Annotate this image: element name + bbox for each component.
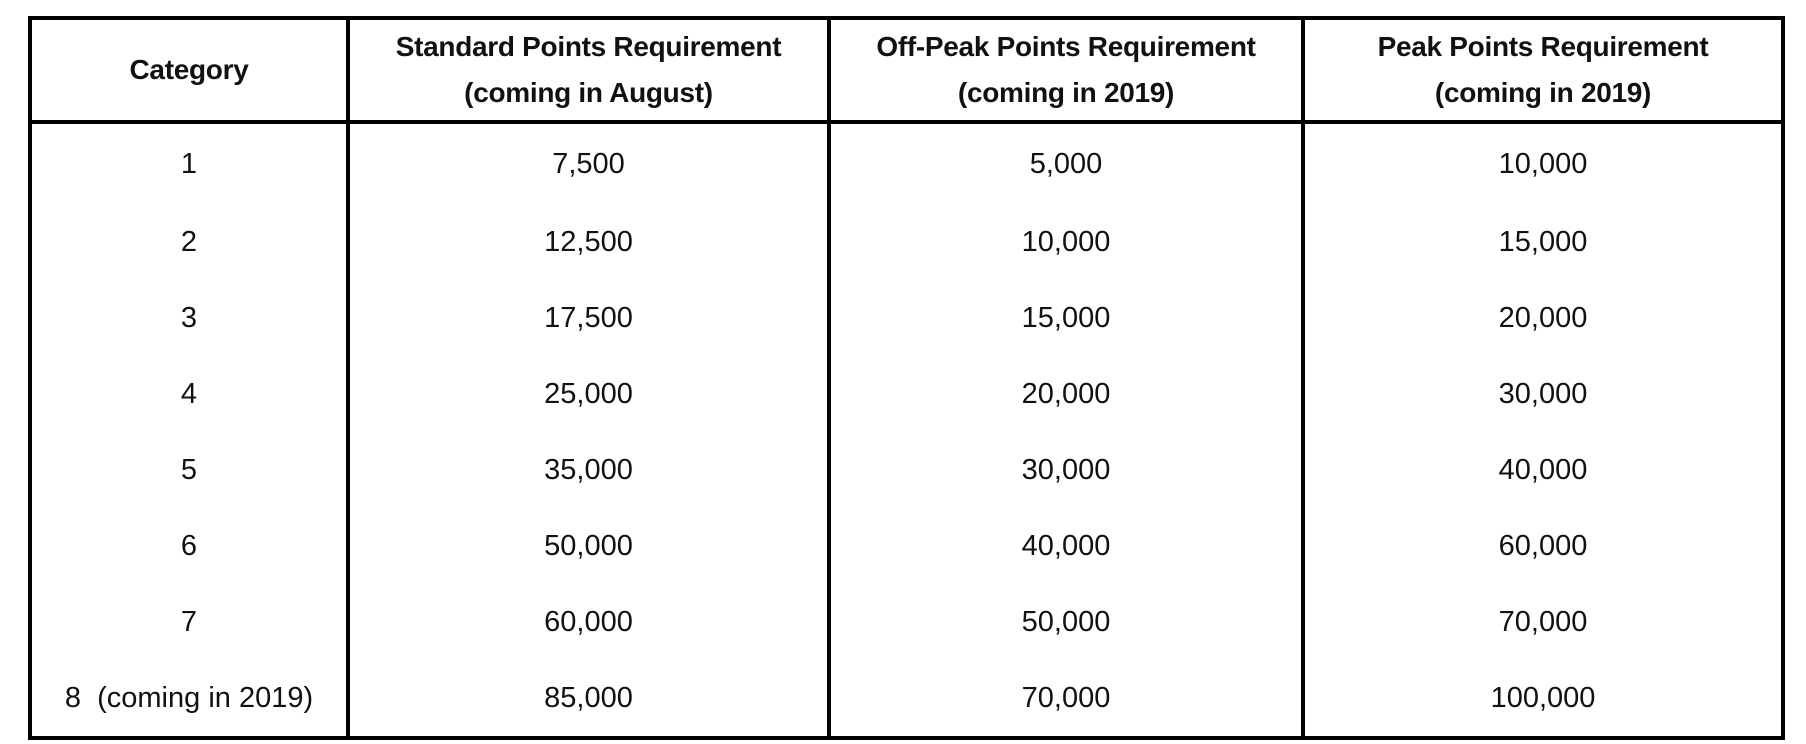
cell-category: 1	[30, 122, 348, 204]
cell-peak-points: 10,000	[1498, 147, 1588, 180]
cell-off-peak-points: 30,000	[829, 432, 1303, 508]
cell-category: 2	[30, 204, 348, 280]
cell-off-peak-points: 70,000	[829, 660, 1303, 738]
cell-peak-points: 40,000	[1498, 453, 1588, 486]
cell-off-peak-points: 50,000	[829, 584, 1303, 660]
cell-peak-points: 70,000	[1498, 605, 1588, 638]
table-row	[30, 660, 1783, 738]
table-header-row	[30, 18, 1783, 122]
header-standard-points	[348, 18, 829, 122]
table-row	[30, 280, 1783, 356]
cell-peak-points: 20,000	[1498, 301, 1588, 334]
cell-off-peak-points: 20,000	[829, 356, 1303, 432]
header-peak-points-line1: Peak Points Requirement	[1377, 31, 1709, 62]
cell-off-peak-points: 10,000	[829, 204, 1303, 280]
table-row	[30, 122, 1783, 204]
table-row	[30, 432, 1783, 508]
header-standard-points-line2: (coming in August)	[464, 77, 713, 108]
cell-category: 6	[30, 508, 348, 584]
cell-standard-points: 12,500	[348, 204, 829, 280]
cell-standard-points: 25,000	[348, 356, 829, 432]
cell-off-peak-points: 15,000	[829, 280, 1303, 356]
header-category	[30, 18, 348, 122]
points-table-container	[28, 16, 1781, 740]
header-peak-points	[1303, 18, 1783, 122]
points-requirement-table	[28, 16, 1785, 740]
cell-peak-points: 100,000	[1490, 681, 1596, 714]
header-peak-points-line2: (coming in 2019)	[1434, 77, 1652, 108]
header-off-peak-points	[829, 18, 1303, 122]
table-row	[30, 204, 1783, 280]
cell-category: 8 (coming in 2019)	[30, 660, 348, 738]
cell-category: 7	[30, 584, 348, 660]
cell-standard-points: 17,500	[348, 280, 829, 356]
cell-standard-points: 50,000	[348, 508, 829, 584]
cell-standard-points: 60,000	[348, 584, 829, 660]
table-row	[30, 356, 1783, 432]
cell-category: 4	[30, 356, 348, 432]
cell-standard-points: 7,500	[348, 122, 829, 204]
header-off-peak-points-line2: (coming in 2019)	[957, 77, 1175, 108]
cell-off-peak-points: 5,000	[829, 122, 1303, 204]
cell-peak-points: 30,000	[1498, 377, 1588, 410]
cell-off-peak-points: 40,000	[829, 508, 1303, 584]
header-standard-points-line1: Standard Points Requirement	[395, 31, 782, 62]
cell-peak-points: 60,000	[1498, 529, 1588, 562]
cell-standard-points: 85,000	[348, 660, 829, 738]
table-row	[30, 508, 1783, 584]
header-category-label: Category	[129, 54, 249, 85]
cell-standard-points: 35,000	[348, 432, 829, 508]
table-row	[30, 584, 1783, 660]
header-off-peak-points-line1: Off-Peak Points Requirement	[876, 31, 1256, 62]
cell-category: 5	[30, 432, 348, 508]
cell-category: 3	[30, 280, 348, 356]
cell-peak-points: 15,000	[1498, 225, 1588, 258]
